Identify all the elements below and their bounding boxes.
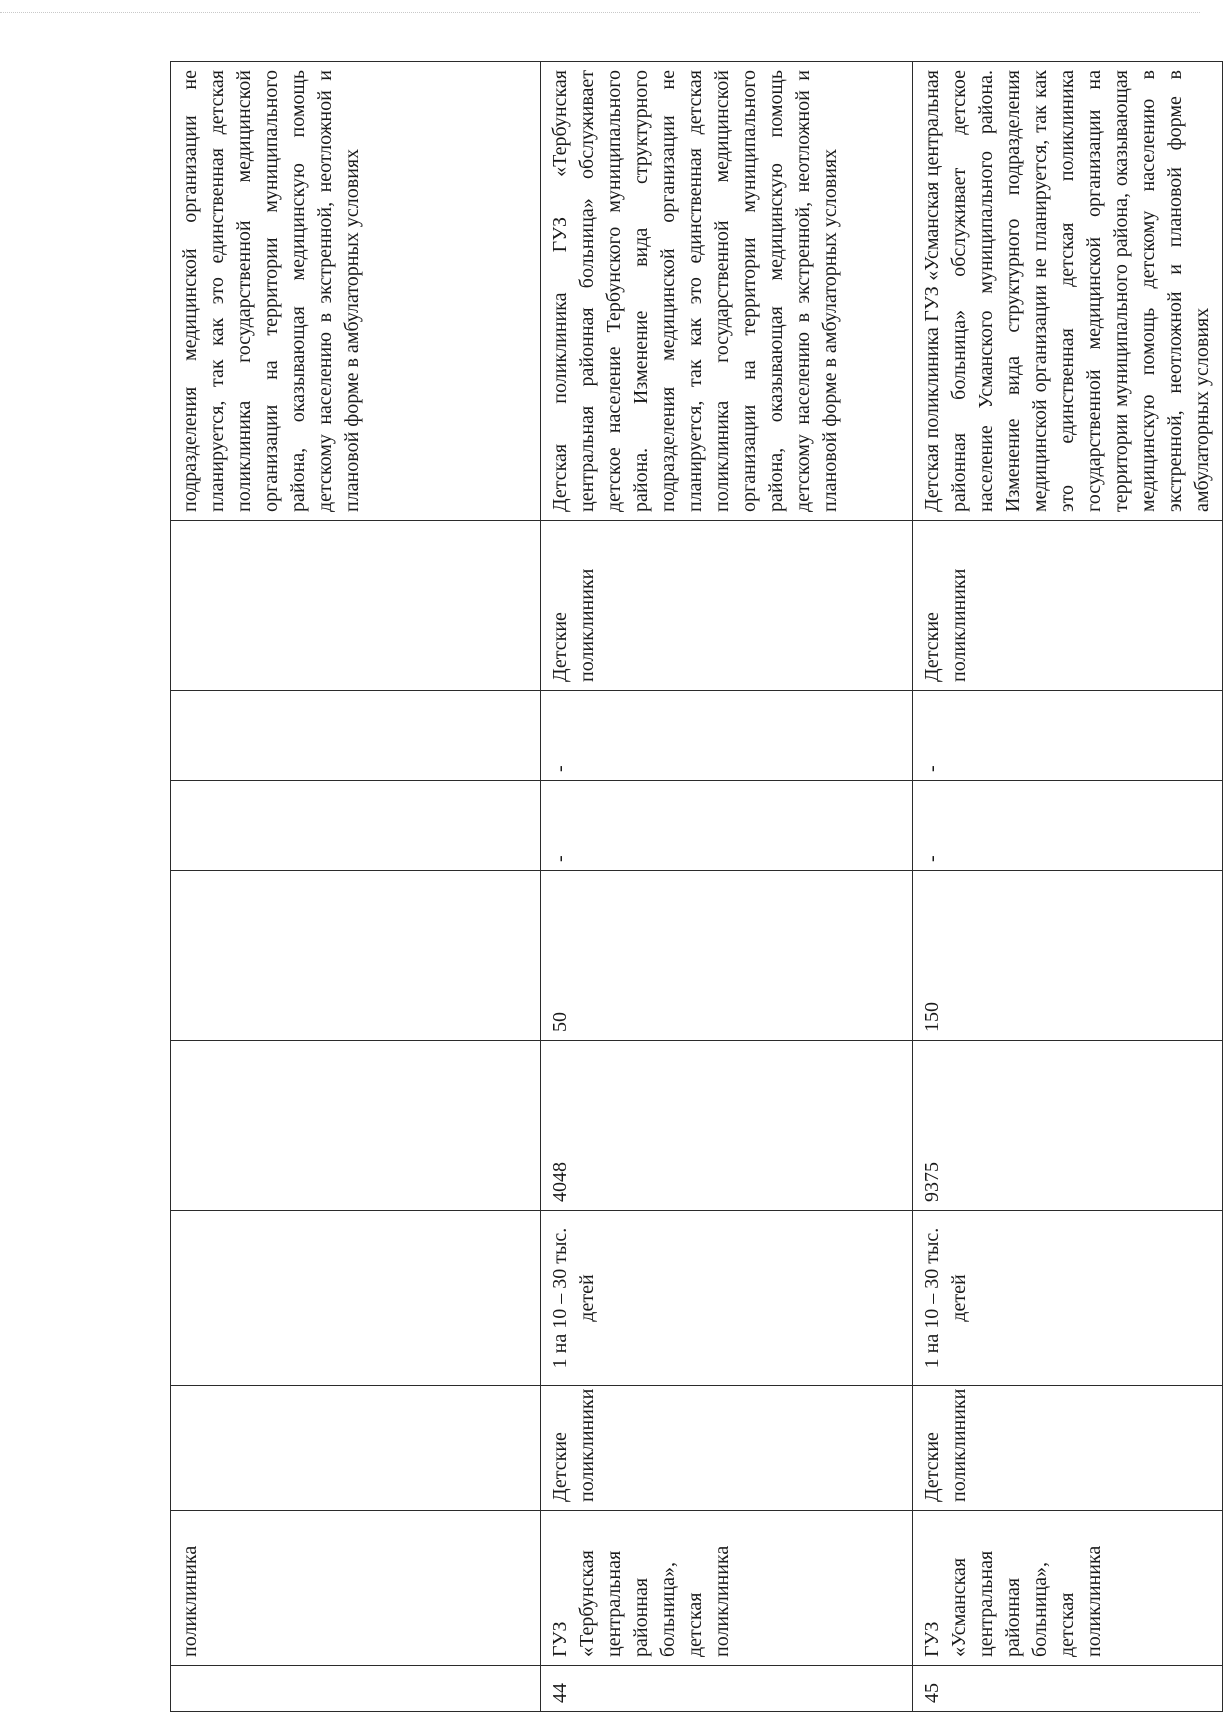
table-row — [913, 62, 1223, 1712]
capacity-cell — [171, 871, 541, 1041]
type-cell — [171, 1386, 541, 1511]
capacity-cell: 150 — [913, 871, 1223, 1041]
unit-type-cell: Детские поликлиники — [913, 521, 1223, 691]
row-number-cell — [171, 1666, 541, 1712]
population-cell: 9375 — [913, 1041, 1223, 1211]
facilities-table — [170, 61, 1223, 1712]
table-row — [171, 62, 541, 1712]
scan-edge-line — [0, 12, 1200, 13]
organization-cell: поликлиника — [171, 1511, 541, 1666]
population-cell — [171, 1041, 541, 1211]
col7-cell: - — [541, 691, 913, 781]
col6-cell: - — [913, 781, 1223, 871]
justification-cell: Детская поликлиника ГУЗ «Тербунская центральная районная больница» обслуживает детское население Тербунского муниципального района. Изменение вида структурного подразделения медицинской организации не планируется, так как это единственная детская поликлиника государственной медицинской организации на территории муниципального района, оказывающая медицинскую помощь детскому населению в экстренной, неотложной и плановой форме в амбулаторных условиях — [541, 62, 913, 521]
justification-cell: подразделения медицинской организации не планируется, так как это единственная детская поликлиника государственной медицинской организации на территории муниципального района, оказывающая медицинскую помощь детскому населению в экстренной, неотложной и плановой форме в амбулаторных условиях — [171, 62, 541, 521]
col6-cell — [171, 781, 541, 871]
type-cell: Детские поликлиники — [541, 1386, 913, 1511]
type-cell: Детские поликлиники — [913, 1386, 1223, 1511]
col6-cell: - — [541, 781, 913, 871]
row-number-cell: 45 — [913, 1666, 1223, 1712]
unit-type-cell: Детские поликлиники — [541, 521, 913, 691]
norm-cell — [171, 1211, 541, 1386]
table-row — [541, 62, 913, 1712]
norm-cell: 1 на 10 – 30 тыс. детей — [913, 1211, 1223, 1386]
col7-cell — [171, 691, 541, 781]
organization-cell: ГУЗ «Усманская центральная районная больница», детская поликлиника — [913, 1511, 1223, 1666]
unit-type-cell — [171, 521, 541, 691]
col7-cell: - — [913, 691, 1223, 781]
population-cell: 4048 — [541, 1041, 913, 1211]
norm-cell: 1 на 10 – 30 тыс. детей — [541, 1211, 913, 1386]
justification-cell: Детская поликлиника ГУЗ «Усманская центральная районная больница» обслуживает детское население Усманского муниципального района. Изменение вида структурного подразделения медицинской организации не планируется, так как это единственная детская поликлиника государственной медицинской организации на территории муниципального района, оказывающая медицинскую помощь детскому населению в экстренной, неотложной и плановой форме в амбулаторных условиях — [913, 62, 1223, 521]
capacity-cell: 50 — [541, 871, 913, 1041]
row-number-cell: 44 — [541, 1666, 913, 1712]
organization-cell: ГУЗ «Тербунская центральная районная больница», детская поликлиника — [541, 1511, 913, 1666]
